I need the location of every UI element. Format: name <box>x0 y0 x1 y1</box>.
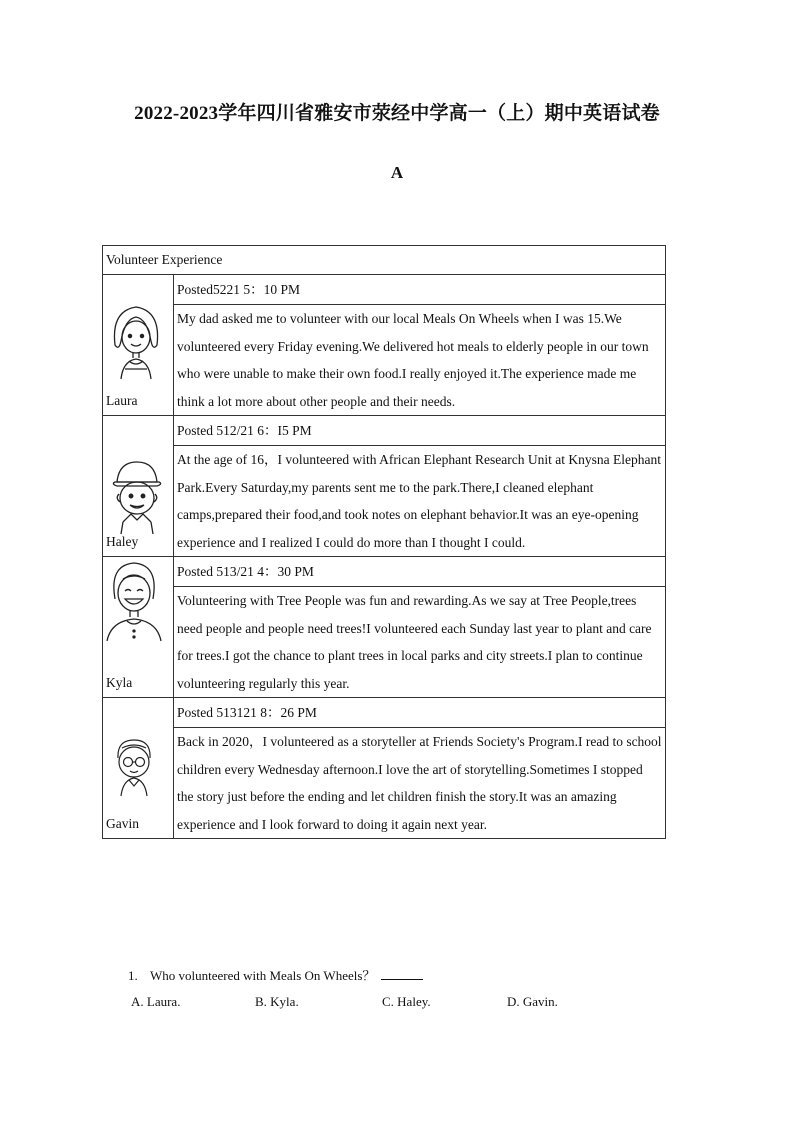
boy-cap-avatar-icon <box>107 456 165 536</box>
table-row <box>103 587 666 698</box>
table-row <box>103 275 666 305</box>
post-timestamp: Posted 513121 8：26 PM <box>174 698 666 728</box>
post-timestamp: Posted 513/21 4：30 PM <box>174 557 666 587</box>
post-timestamp: Posted5221 5：10 PM <box>174 275 666 305</box>
option-b[interactable]: B. Kyla. <box>255 994 299 1009</box>
post-body: My dad asked me to volunteer with our local Meals On Wheels when I was 15.We volunteered every Friday evening.We delivered hot meals to elderly people in our town who were unable to make their own food.I really enjoyed it.The experience made me think a lot more about other people and their needs. <box>174 305 666 416</box>
table-row <box>103 446 666 557</box>
table-row <box>103 728 666 839</box>
exam-title: 2022-2023学年四川省雅安市荥经中学高一（上）期中英语试卷 <box>134 103 660 124</box>
option-c[interactable]: C. Haley. <box>382 994 431 1009</box>
post-body: Back in 2020，I volunteered as a storyteller at Friends Society's Program.I read to school children every Wednesday afternoon.I love the art of storytelling.Sometimes I stopped the story just before the ending and let children finish the story.It was an amazing experience and I look forward to doing it again next year. <box>174 728 666 839</box>
option-a[interactable]: A. Laura. <box>131 994 181 1009</box>
table-header-row <box>103 246 666 275</box>
table-row <box>103 557 666 587</box>
post-body: At the age of 16，I volunteered with African Elephant Research Unit at Knysna Elephant Park.Every Saturday,my parents sent me to the park.There,I cleaned elephant camps,prepared their food,and took notes on elephant behavior.It was an eye-opening experience and I realized I could do more than I thought I could. <box>174 446 666 557</box>
smiling-girl-avatar-icon <box>103 559 165 643</box>
table-row <box>103 698 666 728</box>
person-cell <box>103 557 174 698</box>
volunteer-table <box>102 245 666 839</box>
post-body: Volunteering with Tree People was fun and rewarding.As we say at Tree People,trees need people and people need trees!I volunteered each Sunday last year to plant and care for trees.I got the chance to plant trees in local parks and city streets.I plan to continue volunteering regularly this year. <box>174 587 666 698</box>
table-header: Volunteer Experience <box>103 246 666 275</box>
person-cell <box>103 275 174 416</box>
question-number: 1. <box>128 968 138 983</box>
person-name: Haley <box>106 534 139 549</box>
option-d[interactable]: D. Gavin. <box>507 994 558 1009</box>
person-name: Laura <box>106 393 138 408</box>
post-timestamp: Posted 512/21 6：I5 PM <box>174 416 666 446</box>
person-name: Kyla <box>106 675 133 690</box>
boy-glasses-avatar-icon <box>109 736 159 798</box>
person-name: Gavin <box>106 816 139 831</box>
person-cell <box>103 416 174 557</box>
girl-avatar-icon <box>107 301 165 383</box>
question-text: Who volunteered with Meals On Wheels？ <box>150 968 376 983</box>
table-row <box>103 305 666 416</box>
question-1 <box>128 965 423 984</box>
section-label: A <box>390 163 404 182</box>
person-cell <box>103 698 174 839</box>
answer-blank[interactable] <box>381 967 423 980</box>
table-row <box>103 416 666 446</box>
